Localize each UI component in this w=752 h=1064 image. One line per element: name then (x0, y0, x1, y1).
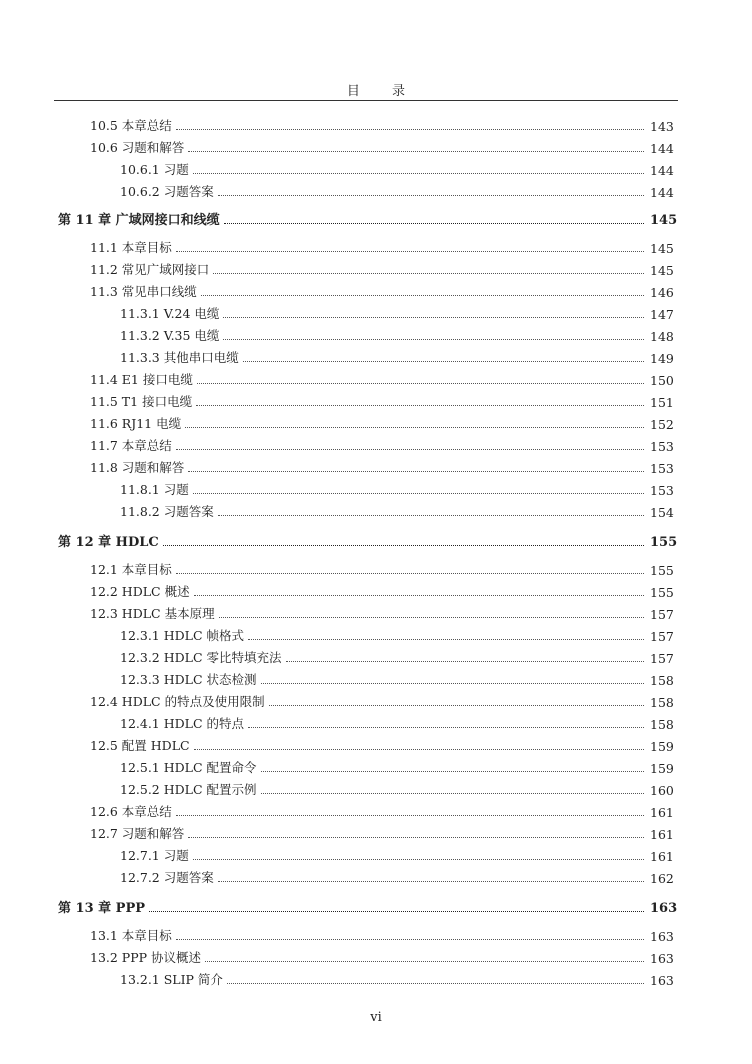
toc-leader-dots (286, 661, 645, 662)
toc-entry[interactable] (120, 624, 676, 644)
toc-entry-label: 11.4 E1 接口电缆 (90, 372, 193, 387)
toc-entry-page: 147 (650, 307, 674, 322)
toc-entry[interactable] (90, 434, 676, 454)
toc-entry-page: 161 (650, 849, 674, 864)
toc-leader-dots (218, 195, 644, 196)
toc-entry-page: 155 (650, 585, 674, 600)
toc-entry-label: 第 12 章 HDLC (58, 535, 159, 550)
toc-leader-dots (194, 749, 644, 750)
toc-entry-label: 12.4 HDLC 的特点及使用限制 (90, 694, 265, 709)
toc-entry-page: 158 (650, 717, 674, 732)
toc-entry-label: 11.6 RJ11 电缆 (90, 416, 182, 431)
toc-entry-page: 155 (650, 563, 674, 578)
toc-chapter-entry[interactable] (58, 208, 676, 228)
toc-entry[interactable] (90, 258, 676, 278)
toc-entry-page: 157 (650, 629, 674, 644)
toc-leader-dots (188, 151, 644, 152)
toc-leader-dots (227, 983, 644, 984)
toc-leader-dots (248, 727, 644, 728)
toc-entry[interactable] (120, 158, 676, 178)
toc-entry-label: 12.7 习题和解答 (90, 826, 185, 841)
toc-leader-dots (176, 573, 644, 574)
toc-entry-label: 10.6 习题和解答 (90, 140, 185, 155)
toc-entry-page: 144 (650, 141, 674, 156)
toc-entry-page: 153 (650, 461, 674, 476)
toc-entry[interactable] (90, 734, 676, 754)
toc-leader-dots (201, 295, 644, 296)
toc-entry[interactable] (120, 302, 676, 322)
toc-entry[interactable] (90, 602, 676, 622)
toc-entry[interactable] (120, 324, 676, 344)
toc-entry-label: 12.1 本章目标 (90, 562, 172, 577)
toc-entry-page: 149 (650, 351, 674, 366)
toc-entry-page: 145 (650, 263, 674, 278)
toc-leader-dots (193, 173, 644, 174)
toc-entry-page: 163 (650, 951, 674, 966)
toc-entry[interactable] (120, 844, 676, 864)
toc-entry[interactable] (90, 412, 676, 432)
toc-leader-dots (193, 859, 644, 860)
toc-entry-page: 151 (650, 395, 674, 410)
toc-entry[interactable] (90, 456, 676, 476)
toc-entry-page: 159 (650, 739, 674, 754)
toc-entry-label: 12.3.1 HDLC 帧格式 (120, 628, 244, 643)
toc-entry[interactable] (90, 690, 676, 710)
toc-entry-page: 153 (650, 483, 674, 498)
toc-entry-label: 12.2 HDLC 概述 (90, 584, 190, 599)
toc-entry-page: 150 (650, 373, 674, 388)
toc-entry-label: 第 11 章 广域网接口和线缆 (58, 213, 220, 228)
toc-entry[interactable] (90, 580, 676, 600)
toc-entry-label: 12.7.1 习题 (120, 848, 189, 863)
toc-entry-label: 12.6 本章总结 (90, 804, 172, 819)
toc-entry-label: 10.6.2 习题答案 (120, 184, 214, 199)
toc-entry[interactable] (90, 280, 676, 300)
toc-entry-page: 163 (650, 929, 674, 944)
toc-leader-dots (163, 545, 644, 546)
header-title: 目 录 (346, 84, 420, 99)
toc-entry[interactable] (120, 968, 676, 988)
toc-entry-page: 148 (650, 329, 674, 344)
toc-entry-label: 12.5.1 HDLC 配置命令 (120, 760, 257, 775)
toc-entry[interactable] (90, 924, 676, 944)
toc-entry-page: 145 (650, 213, 678, 228)
toc-entry-page: 162 (650, 871, 674, 886)
toc-entry-page: 163 (650, 973, 674, 988)
toc-leader-dots (218, 881, 644, 882)
toc-entry[interactable] (120, 478, 676, 498)
toc-leader-dots (261, 793, 645, 794)
toc-entry[interactable] (120, 668, 676, 688)
toc-entry-label: 11.1 本章目标 (90, 240, 172, 255)
toc-entry[interactable] (90, 558, 676, 578)
toc-entry-page: 159 (650, 761, 674, 776)
toc-entry-page: 160 (650, 783, 674, 798)
toc-entry-page: 157 (650, 607, 674, 622)
toc-entry[interactable] (120, 500, 676, 520)
toc-entry-label: 12.5 配置 HDLC (90, 738, 190, 753)
toc-entry-label: 11.2 常见广域网接口 (90, 262, 210, 277)
toc-entry-label: 13.1 本章目标 (90, 928, 172, 943)
toc-leader-dots (213, 273, 644, 274)
toc-entry-page: 154 (650, 505, 674, 520)
toc-entry[interactable] (120, 712, 676, 732)
toc-entry-label: 10.6.1 习题 (120, 162, 189, 177)
toc-entry[interactable] (90, 390, 676, 410)
toc-leader-dots (196, 405, 644, 406)
toc-leader-dots (243, 361, 644, 362)
toc-entry[interactable] (90, 114, 676, 134)
toc-leader-dots (188, 471, 644, 472)
toc-entry[interactable] (90, 800, 676, 820)
toc-entry[interactable] (90, 946, 676, 966)
toc-entry[interactable] (120, 180, 676, 200)
header-rule (54, 100, 678, 101)
toc-entry-label: 12.3.3 HDLC 状态检测 (120, 672, 257, 687)
toc-leader-dots (269, 705, 644, 706)
toc-chapter-entry[interactable] (58, 530, 676, 550)
toc-leader-dots (248, 639, 644, 640)
toc-entry[interactable] (120, 778, 676, 798)
toc-entry-label: 12.3 HDLC 基本原理 (90, 606, 215, 621)
toc-entry-page: 143 (650, 119, 674, 134)
toc-entry-label: 11.7 本章总结 (90, 438, 172, 453)
toc-entry-page: 144 (650, 163, 674, 178)
toc-entry[interactable] (120, 866, 676, 886)
toc-entry-label: 11.3.2 V.35 电缆 (120, 328, 220, 343)
toc-entry[interactable] (90, 136, 676, 156)
toc-entry-label: 11.8 习题和解答 (90, 460, 185, 475)
toc-chapter-entry[interactable] (58, 896, 676, 916)
toc-leader-dots (176, 815, 644, 816)
toc-leader-dots (261, 771, 645, 772)
toc-leader-dots (219, 617, 644, 618)
toc-entry-label: 11.8.2 习题答案 (120, 504, 214, 519)
toc-leader-dots (261, 683, 645, 684)
toc-entry-label: 12.3.2 HDLC 零比特填充法 (120, 650, 282, 665)
toc-leader-dots (185, 427, 644, 428)
toc-entry-page: 146 (650, 285, 674, 300)
toc-entry-label: 13.2 PPP 协议概述 (90, 950, 202, 965)
toc-leader-dots (197, 383, 644, 384)
toc-entry-page: 152 (650, 417, 674, 432)
toc-entry[interactable] (120, 346, 676, 366)
toc-entry-page: 157 (650, 651, 674, 666)
toc-entry-page: 153 (650, 439, 674, 454)
toc-leader-dots (176, 449, 644, 450)
toc-leader-dots (194, 595, 644, 596)
toc-entry-label: 11.5 T1 接口电缆 (90, 394, 193, 409)
toc-entry-page: 158 (650, 695, 674, 710)
toc-leader-dots (193, 493, 644, 494)
toc-leader-dots (223, 317, 644, 318)
toc-entry-label: 11.3.3 其他串口电缆 (120, 350, 239, 365)
page-number: vi (370, 1010, 382, 1025)
toc-entry-page: 145 (650, 241, 674, 256)
toc-entry-label: 10.5 本章总结 (90, 118, 172, 133)
toc-leader-dots (176, 129, 644, 130)
toc-entry[interactable] (120, 646, 676, 666)
toc-leader-dots (176, 939, 644, 940)
toc-entry-label: 11.8.1 习题 (120, 482, 189, 497)
toc-entry-label: 11.3 常见串口线缆 (90, 284, 197, 299)
toc-entry-label: 第 13 章 PPP (58, 901, 145, 916)
toc-entry[interactable] (90, 822, 676, 842)
toc-entry-page: 163 (650, 901, 678, 916)
toc-leader-dots (176, 251, 644, 252)
toc-entry[interactable] (90, 236, 676, 256)
toc-entry-page: 155 (650, 535, 678, 550)
toc-entry-label: 12.4.1 HDLC 的特点 (120, 716, 244, 731)
toc-entry-label: 13.2.1 SLIP 简介 (120, 972, 223, 987)
toc-entry-label: 12.7.2 习题答案 (120, 870, 214, 885)
toc-entry-label: 12.5.2 HDLC 配置示例 (120, 782, 257, 797)
toc-leader-dots (205, 961, 644, 962)
toc-leader-dots (188, 837, 644, 838)
toc-entry-page: 161 (650, 827, 674, 842)
toc-entry-label: 11.3.1 V.24 电缆 (120, 306, 220, 321)
toc-entry-page: 161 (650, 805, 674, 820)
toc-entry[interactable] (120, 756, 676, 776)
toc-entry-page: 158 (650, 673, 674, 688)
toc-leader-dots (218, 515, 644, 516)
toc-leader-dots (224, 223, 644, 224)
toc-entry[interactable] (90, 368, 676, 388)
toc-leader-dots (223, 339, 644, 340)
toc-entry-page: 144 (650, 185, 674, 200)
toc-leader-dots (149, 911, 644, 912)
